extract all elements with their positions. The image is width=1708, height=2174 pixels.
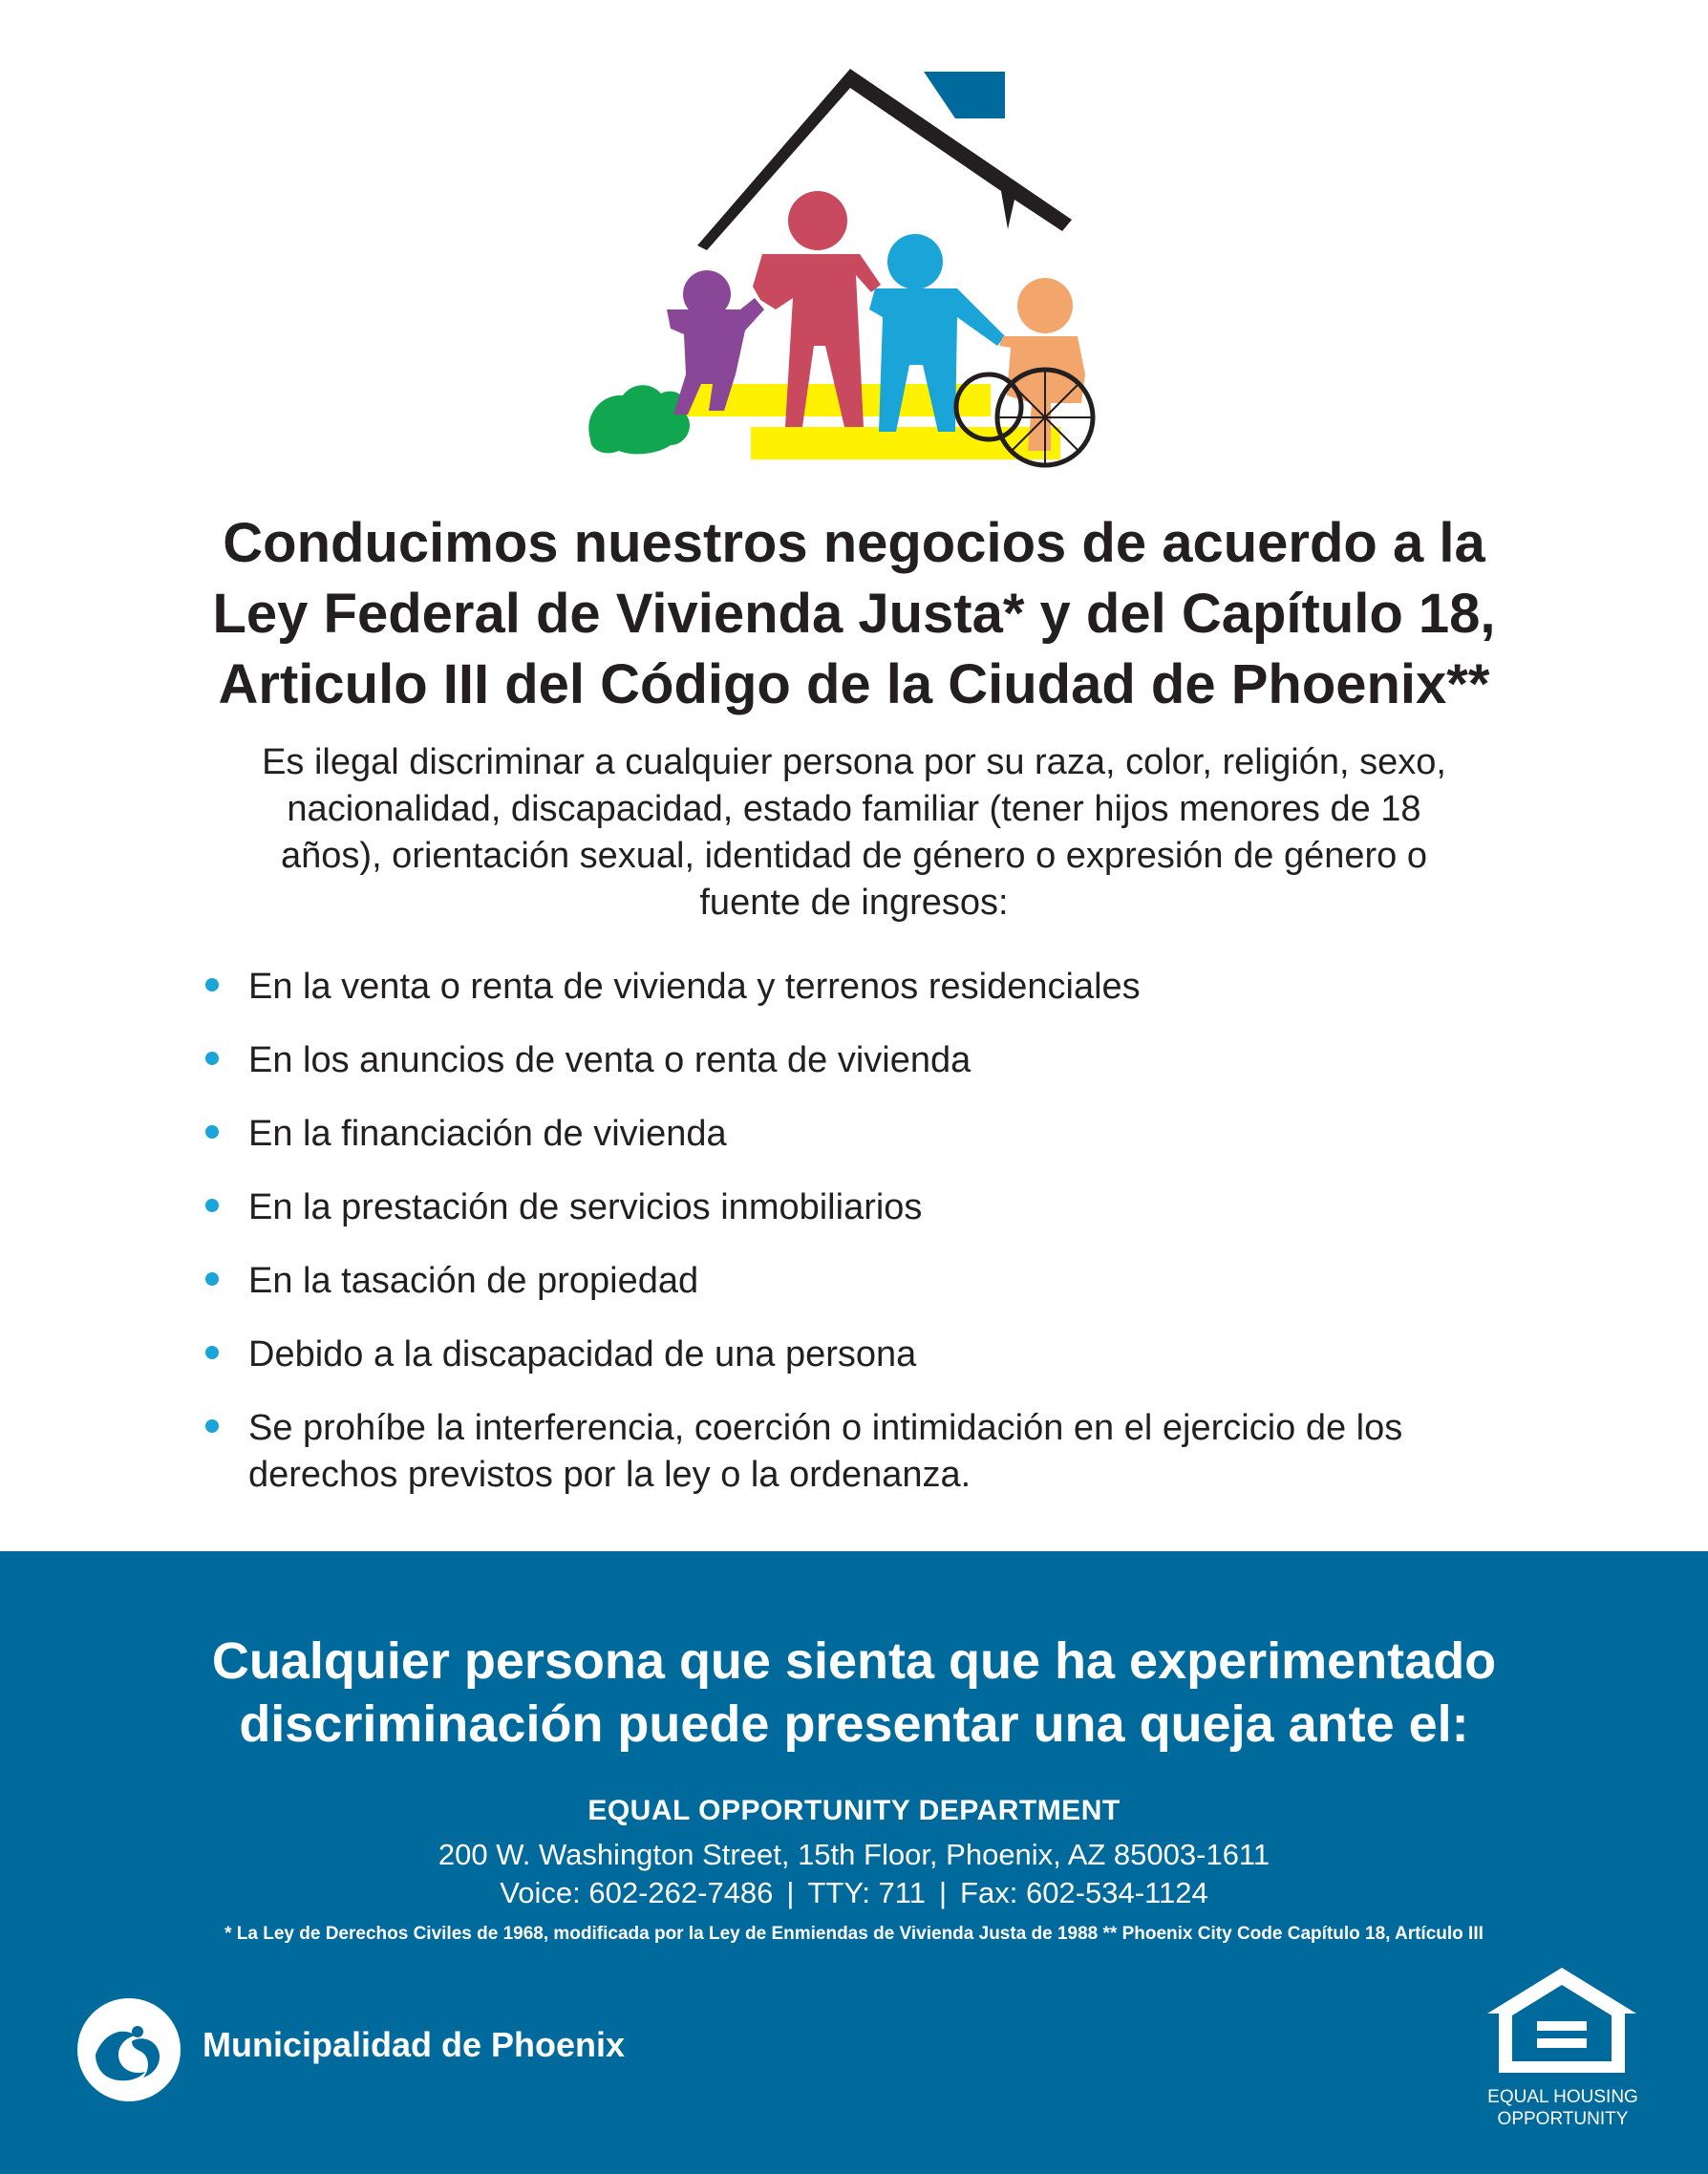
list-item xyxy=(201,964,1614,1011)
bush xyxy=(588,385,690,454)
bullet-dot-icon xyxy=(205,1272,219,1286)
voice-number: Voice: 602-262-7486 xyxy=(500,1876,774,1909)
figure-blue-head xyxy=(887,234,943,289)
equal-housing-label xyxy=(1452,2086,1674,2130)
list-item-text: Se prohíbe la interferencia, coerción o intimidación en el ejercicio de los xyxy=(248,1408,1403,1448)
list-item-text: En la financiación de vivienda xyxy=(248,1114,727,1154)
contact-separator: | xyxy=(786,1876,795,1909)
list-item xyxy=(201,1258,1614,1305)
bullet-dot-icon xyxy=(205,1199,219,1212)
list-item-text: En la venta o renta de vivienda y terrenos residenciales xyxy=(248,967,1141,1007)
list-item xyxy=(201,1332,1614,1378)
bullet-dot-icon xyxy=(205,1052,219,1065)
intro-line: Es ilegal discriminar a cualquier persona por su raza, color, religión, sexo, xyxy=(262,742,1446,782)
bullet-dot-icon xyxy=(205,1419,219,1433)
headline-line: Articulo III del Código de la Ciudad de Phoenix** xyxy=(218,653,1490,715)
headline-line: Ley Federal de Vivienda Justa* y del Capítulo 18, xyxy=(212,583,1496,645)
headline-line: Conducimos nuestros negocios de acuerdo a la xyxy=(223,512,1485,574)
equal-housing-line: OPPORTUNITY xyxy=(1497,2109,1629,2129)
equal-housing-line: EQUAL HOUSING xyxy=(1487,2087,1638,2107)
department-contact xyxy=(0,1876,1708,1910)
emblem-disc xyxy=(77,1998,181,2101)
list-item xyxy=(201,1405,1614,1499)
bullet-dot-icon xyxy=(205,1125,219,1139)
intro-paragraph xyxy=(134,739,1574,927)
complaint-heading-line: Cualquier persona que sienta que ha experimentado xyxy=(211,1632,1497,1690)
complaint-heading xyxy=(38,1630,1670,1756)
eho-equal-bar-top xyxy=(1537,2021,1587,2031)
list-item-text: En la tasación de propiedad xyxy=(248,1261,699,1301)
bullet-dot-icon xyxy=(205,978,219,991)
list-item-text: En la prestación de servicios inmobiliarios xyxy=(248,1187,923,1227)
bullet-dot-icon xyxy=(205,1346,219,1359)
department-address: 200 W. Washington Street, 15th Floor, Phoenix, AZ 85003-1611 xyxy=(438,1838,1270,1871)
equal-housing-house-icon xyxy=(1484,1964,1641,2077)
list-item-text: derechos previstos por la ley o la ordenanza. xyxy=(248,1455,971,1495)
prohibited-practices-list xyxy=(201,964,1614,1525)
family-house-logo xyxy=(573,59,1127,480)
list-item-text: En los anuncios de venta o renta de vivienda xyxy=(248,1040,971,1080)
legal-footnote: * La Ley de Derechos Civiles de 1968, modificada por la Ley de Enmiendas de Vivienda Justa de 1988 ** Phoenix City Code Capítulo 18, Artículo III xyxy=(224,1924,1484,1944)
contact-separator: | xyxy=(938,1876,948,1909)
list-item-text: Debido a la discapacidad de una persona xyxy=(248,1334,917,1375)
intro-line: fuente de ingresos: xyxy=(699,883,1009,923)
list-item xyxy=(201,1037,1614,1084)
eho-equal-bar-bottom xyxy=(1537,2038,1587,2048)
intro-line: años), orientación sexual, identidad de género o expresión de género o xyxy=(281,836,1427,876)
headline xyxy=(57,508,1651,720)
fax-number: Fax: 602-534-1124 xyxy=(960,1876,1208,1909)
tty-number: TTY: 711 xyxy=(807,1876,926,1909)
intro-line: nacionalidad, discapacidad, estado familiar (tener hijos menores de 18 xyxy=(287,789,1421,829)
complaint-heading-line: discriminación puede presentar una queja ante el: xyxy=(239,1695,1469,1753)
phoenix-bird-emblem xyxy=(76,1997,181,2102)
complaint-footer xyxy=(0,1551,1708,2174)
figure-red-head xyxy=(788,191,847,250)
department-name: EQUAL OPPORTUNITY DEPARTMENT xyxy=(587,1795,1121,1826)
emblem-bird-head xyxy=(132,2026,143,2037)
list-item xyxy=(201,1184,1614,1231)
municipality-name: Municipalidad de Phoenix xyxy=(203,2025,626,2064)
roof-outline xyxy=(697,69,1072,250)
chimney xyxy=(924,72,1005,118)
figure-orange-head xyxy=(1017,278,1073,333)
list-item xyxy=(201,1111,1614,1158)
